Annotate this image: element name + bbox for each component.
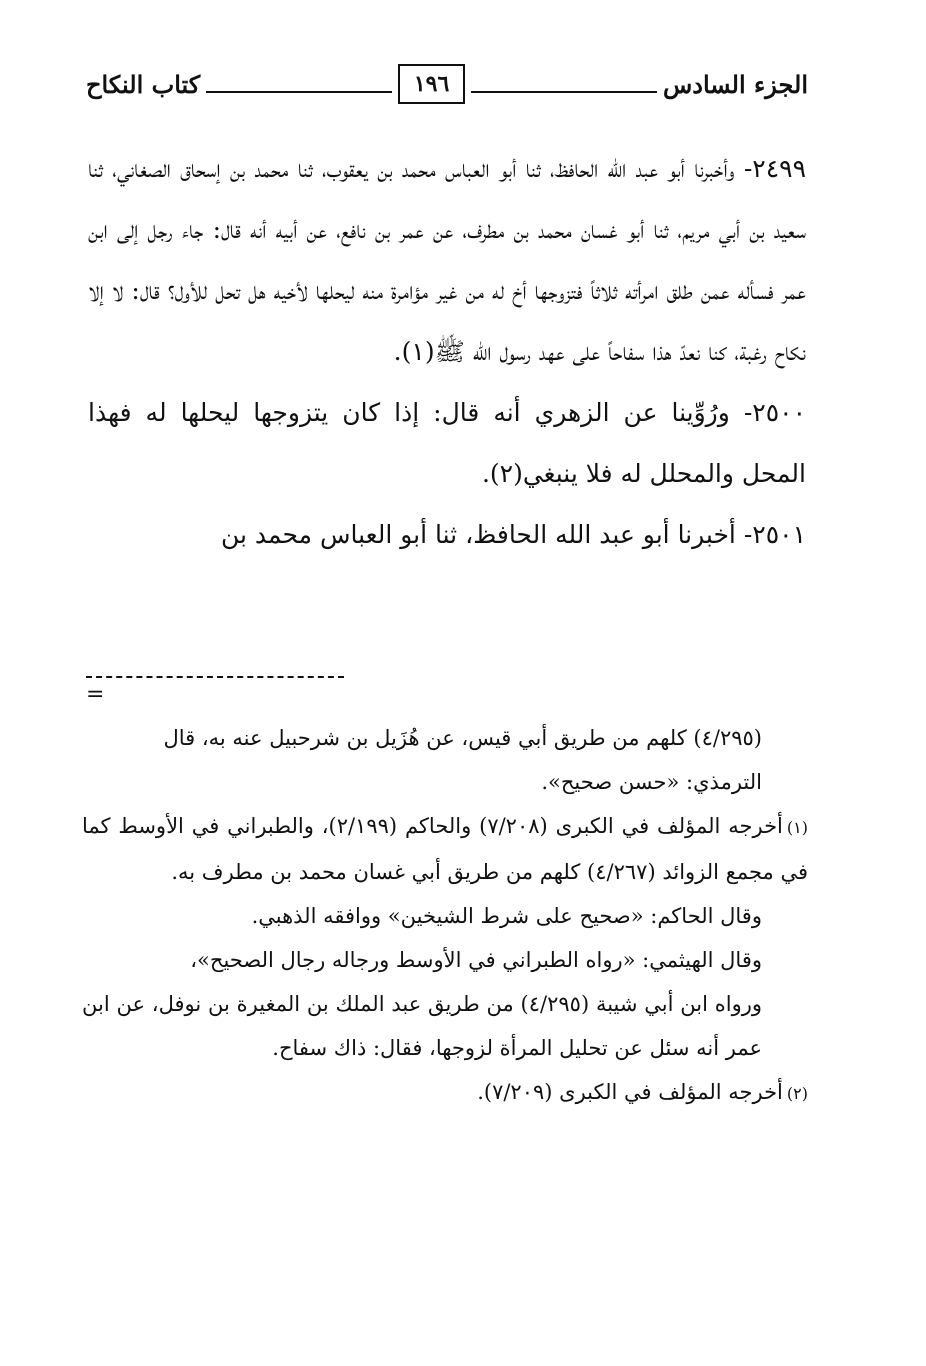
footnote-separator <box>86 676 344 678</box>
hadith-2499: ٢٤٩٩- وأخبرنا أبو عبد الله الحافظ، ثنا أبو العباس محمد بن يعقوب، ثنا محمد بن إسحاق الصغاني، ثنا سعيد بن أبي مريم، ثنا أبو غسان محمد بن مطرف، عن عمر بن نافع، عن أبيه أنه قال: جاء رجل إلى ابن عمر فسأله عمن طلق امرأته ثلاثاً فتزوجها أخ له من غير مؤامرة منه ليحلها لأخيه هل تحل للأول؟ قال: لا إلا نكاح رغبة، كنا نعدّ هذا سفاحاً على عهد رسول الله ﷺ(١). <box>88 154 806 366</box>
footnote-1-mark: (١) <box>786 818 808 837</box>
footnote-2-text: أخرجه المؤلف في الكبرى (٧/٢٠٩). <box>477 1080 783 1104</box>
running-header <box>86 64 808 104</box>
footnote-2 <box>82 1070 808 1116</box>
footnote-1-ibn-abi-shayba: ورواه ابن أبي شيبة (٤/٢٩٥) من طريق عبد الملك بن المغيرة بن نوفل، عن ابن عمر أنه سئل عن تحليل المرأة لزوجها، فقال: ذاك سفاح. <box>82 992 763 1060</box>
footnote-1-text: أخرجه المؤلف في الكبرى (٧/٢٠٨) والحاكم (٢/١٩٩)، والطبراني في الأوسط كما في مجمع الزوائد (٤/٢٦٧) كلهم من طريق أبي غسان محمد بن مطرف به. <box>82 814 808 884</box>
footnotes <box>82 716 808 1116</box>
chapter-title: كتاب النكاح <box>86 69 201 99</box>
header-rule-right <box>471 91 657 93</box>
footnote-1-haythami: وقال الهيثمي: «رواه الطبراني في الأوسط ورجاله رجال الصحيح»، <box>190 948 762 972</box>
continuation-mark: = <box>86 682 105 707</box>
footnote-continuation-line2: الترمذي: «حسن صحيح». <box>541 770 762 794</box>
footnote-1-hakim: وقال الحاكم: «صحيح على شرط الشيخين» ووافقه الذهبي. <box>251 904 762 928</box>
hadith-2500: ٢٥٠٠- ورُوِّينا عن الزهري أنه قال: إذا كان يتزوجها ليحلها له فهذا المحل والمحلل له فلا ينبغي(٢). <box>88 398 807 488</box>
page-number: ١٩٦ <box>398 64 465 104</box>
hadith-2501: ٢٥٠١- أخبرنا أبو عبد الله الحافظ، ثنا أبو العباس محمد بن <box>221 520 806 549</box>
main-text <box>88 138 806 565</box>
volume-title: الجزء السادس <box>662 69 808 99</box>
footnote-1 <box>82 804 808 894</box>
footnote-continuation-line1: (٤/٢٩٥) كلهم من طريق أبي قيس، عن هُزَيل بن شرحبيل عنه به، قال <box>163 726 762 750</box>
header-rule-left <box>206 91 392 93</box>
footnote-2-mark: (٢) <box>786 1084 808 1103</box>
